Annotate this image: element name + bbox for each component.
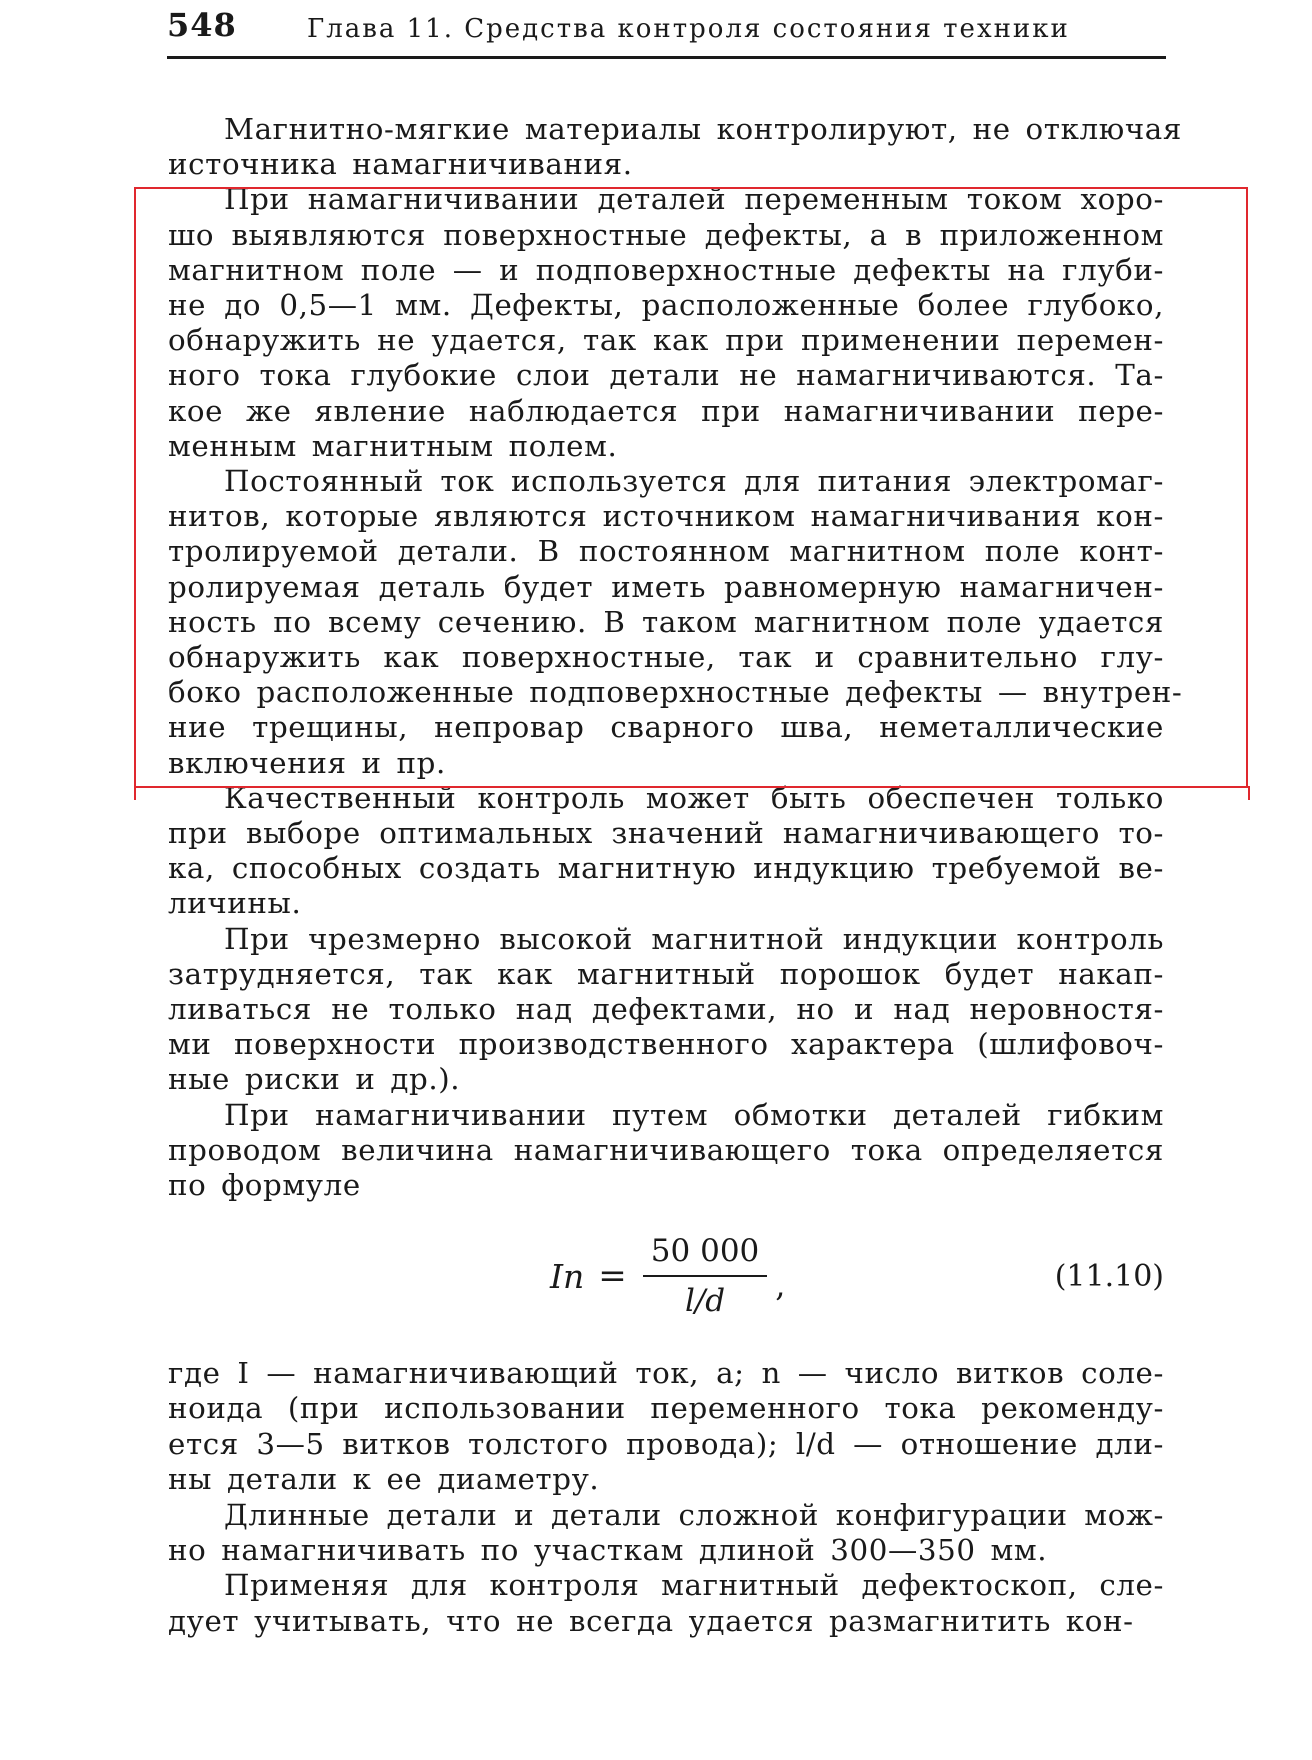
text-line: нитов, которые являются источником намагничивания кон- <box>168 499 1164 534</box>
text-line: ного тока глубокие слои детали не намагничиваются. Та- <box>168 358 1164 393</box>
text-line: обнаружить не удается, так как при применении перемен- <box>168 323 1164 358</box>
formula-numerator: 50 000 <box>643 1233 767 1277</box>
paragraph <box>168 781 1164 922</box>
paragraph <box>168 922 1164 1098</box>
page-number: 548 <box>167 6 237 44</box>
text-line: при выборе оптимальных значений намагничивающего то- <box>168 816 1164 851</box>
text-line: Магнитно-мягкие материалы контролируют, не отключая <box>224 112 1182 146</box>
text-line: кое же явление наблюдается при намагничивании пере- <box>168 393 1164 428</box>
formula-comma: , <box>775 1266 786 1304</box>
body-text-bottom <box>168 1356 1164 1639</box>
text-line: личины. <box>168 886 302 921</box>
text-line: не до 0,5—1 мм. Дефекты, расположенные более глубоко, <box>168 288 1164 323</box>
paragraph <box>168 1568 1164 1639</box>
text-line: шо выявляются поверхностные дефекты, а в приложенном <box>168 217 1164 252</box>
body-text-top <box>168 112 1183 1203</box>
text-line: ные риски и др.). <box>168 1062 461 1097</box>
formula <box>550 1226 785 1326</box>
text-line: При чрезмерно высокой магнитной индукции контроль <box>224 921 1164 956</box>
text-line: Качественный контроль может быть обеспечен только <box>224 780 1164 815</box>
text-line: ми поверхности производственного характера (шлифовоч- <box>168 1027 1164 1062</box>
paragraph <box>168 1098 1164 1204</box>
text-line: дует учитывать, что не всегда удается размагнитить кон- <box>168 1603 1134 1638</box>
text-line: ность по всему сечению. В таком магнитном поле удается <box>168 604 1164 639</box>
paragraph <box>168 182 1164 464</box>
formula-equals: = <box>598 1256 627 1296</box>
text-line: При намагничивании путем обмотки деталей гибким <box>224 1097 1164 1132</box>
text-line: менным магнитным полем. <box>168 428 618 463</box>
paragraph <box>168 1498 1164 1569</box>
text-line: ролируемая деталь будет иметь равномерную намагничен- <box>168 569 1164 604</box>
formula-row <box>168 1226 1164 1336</box>
page-header <box>167 6 1167 54</box>
text-line: но намагничивать по участкам длиной 300—350 мм. <box>168 1533 1048 1568</box>
text-line: обнаружить как поверхностные, так и сравнительно глу- <box>168 640 1164 675</box>
text-line: Постоянный ток используется для питания электромаг- <box>224 464 1164 499</box>
paragraph <box>168 112 1182 182</box>
text-line: включения и пр. <box>168 745 446 780</box>
text-line: Длинные детали и детали сложной конфигурации мож- <box>224 1497 1164 1532</box>
header-rule <box>167 56 1166 59</box>
text-line: затрудняется, так как магнитный порошок будет накап- <box>168 956 1164 991</box>
running-title: Глава 11. Средства контроля состояния техники <box>307 14 1070 44</box>
highlight-box-extender <box>1248 786 1250 800</box>
text-line: источника намагничивания. <box>168 147 633 182</box>
equation-number: (11.10) <box>1054 1259 1164 1294</box>
text-line: ны детали к ее диаметру. <box>168 1462 600 1497</box>
text-line: При намагничивании деталей переменным током хоро- <box>224 182 1164 217</box>
text-line: ется 3—5 витков толстого провода); l/d — отношение дли- <box>168 1426 1164 1461</box>
text-line: по формуле <box>168 1168 361 1203</box>
text-line: Применяя для контроля магнитный дефектоскоп, сле- <box>224 1568 1164 1603</box>
paragraph <box>168 464 1183 781</box>
text-line: ние трещины, непровар сварного шва, неметаллические <box>168 710 1164 745</box>
paragraph <box>168 1356 1164 1498</box>
text-line: проводом величина намагничивающего тока определяется <box>168 1132 1164 1167</box>
text-line: где I — намагничивающий ток, а; n — число витков соле- <box>168 1356 1164 1390</box>
formula-fraction <box>643 1233 767 1319</box>
text-line: ливаться не только над дефектами, но и над неровностя- <box>168 992 1164 1027</box>
text-line: тролируемой детали. В постоянном магнитном поле конт- <box>168 534 1164 569</box>
text-line: магнитном поле — и подповерхностные дефекты на глуби- <box>168 252 1164 287</box>
formula-lhs: In <box>550 1256 585 1296</box>
text-line: боко расположенные подповерхностные дефекты — внутрен- <box>168 675 1183 710</box>
formula-denominator: l/d <box>684 1283 726 1319</box>
text-line: ка, способных создать магнитную индукцию требуемой ве- <box>168 851 1164 886</box>
text-line: ноида (при использовании переменного тока рекоменду- <box>168 1391 1164 1426</box>
highlight-box-tick <box>134 786 136 800</box>
